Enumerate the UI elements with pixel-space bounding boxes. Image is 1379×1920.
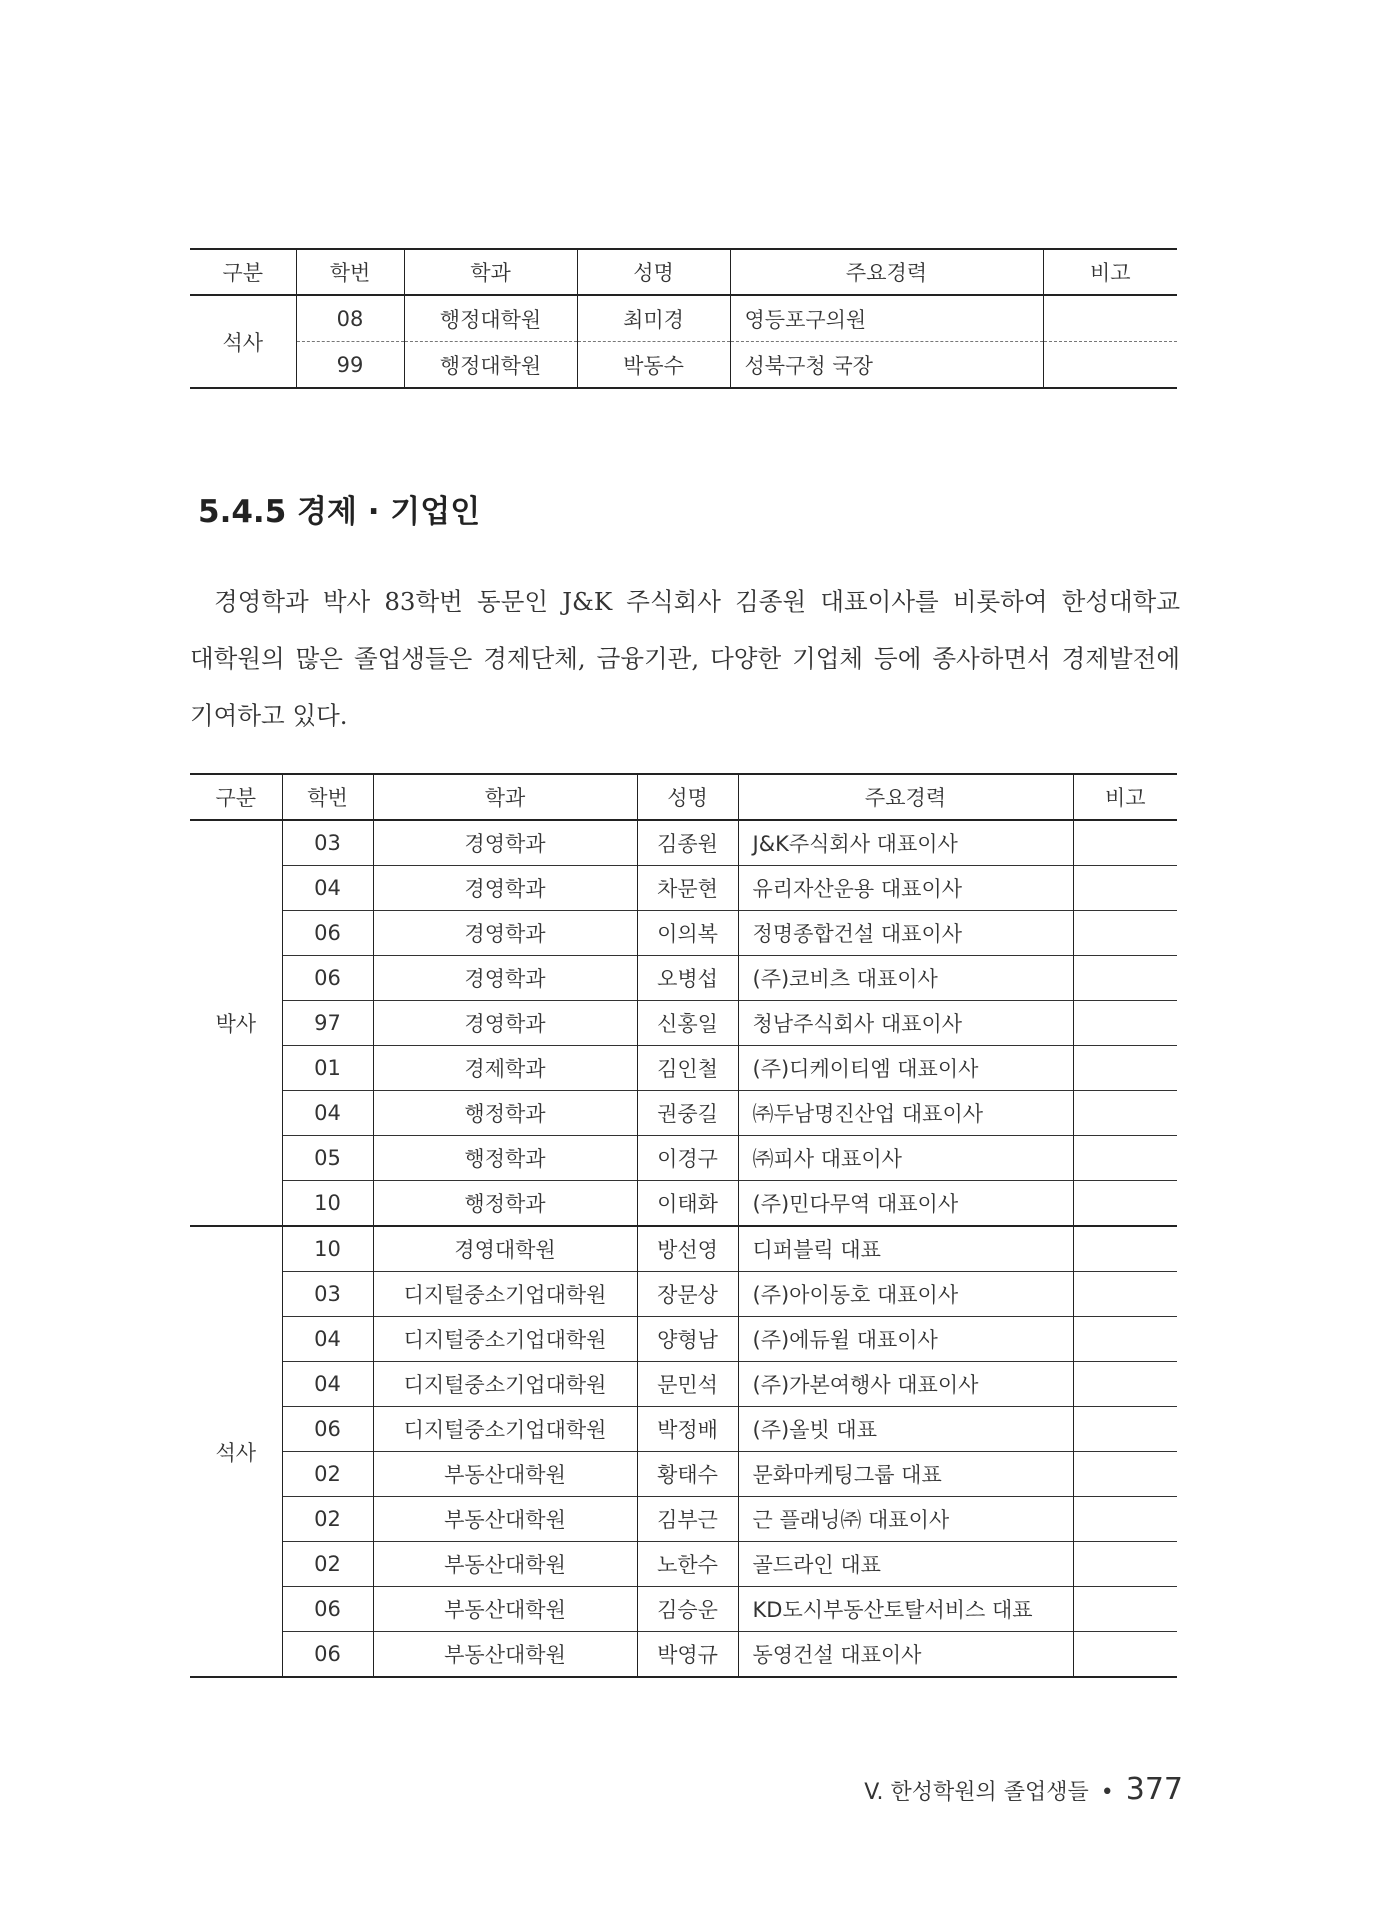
cell-year: 02 <box>282 1542 373 1587</box>
graduates-table-public-office <box>190 248 1177 389</box>
cell-note <box>1073 1001 1177 1046</box>
table-row <box>190 911 1177 956</box>
page-number: 377 <box>1125 1772 1183 1807</box>
footer-chapter-title: V. 한성학원의 졸업생들 <box>864 1780 1089 1805</box>
cell-note <box>1073 1362 1177 1407</box>
cell-career: (주)디케이티엠 대표이사 <box>738 1046 1073 1091</box>
header-department: 학과 <box>404 249 577 295</box>
cell-department: 행정대학원 <box>404 342 577 389</box>
header-note: 비고 <box>1043 249 1177 295</box>
cell-note <box>1073 911 1177 956</box>
cell-career: J&K주식회사 대표이사 <box>738 820 1073 866</box>
header-note: 비고 <box>1073 774 1177 820</box>
cell-department: 디지털중소기업대학원 <box>373 1317 637 1362</box>
cell-department: 디지털중소기업대학원 <box>373 1407 637 1452</box>
cell-note <box>1073 820 1177 866</box>
cell-career: (주)민다무역 대표이사 <box>738 1181 1073 1227</box>
table-row <box>190 1587 1177 1632</box>
cell-year: 99 <box>296 342 404 389</box>
cell-note <box>1073 1497 1177 1542</box>
cell-department: 경영학과 <box>373 866 637 911</box>
cell-year: 03 <box>282 820 373 866</box>
cell-name: 권중길 <box>637 1091 738 1136</box>
table-row <box>190 866 1177 911</box>
table-row <box>190 956 1177 1001</box>
cell-name: 오병섭 <box>637 956 738 1001</box>
cell-note <box>1073 866 1177 911</box>
cell-career: 동영건설 대표이사 <box>738 1632 1073 1678</box>
table-row <box>190 1497 1177 1542</box>
cell-department: 부동산대학원 <box>373 1497 637 1542</box>
cell-note <box>1073 1091 1177 1136</box>
table-row <box>190 1001 1177 1046</box>
cell-name: 이태화 <box>637 1181 738 1227</box>
header-career: 주요경력 <box>730 249 1043 295</box>
cell-note <box>1073 1046 1177 1091</box>
cell-year: 06 <box>282 1632 373 1678</box>
table-row <box>190 1362 1177 1407</box>
cell-year: 06 <box>282 1587 373 1632</box>
header-name: 성명 <box>637 774 738 820</box>
cell-career: 문화마케팅그룹 대표 <box>738 1452 1073 1497</box>
cell-department: 경영대학원 <box>373 1226 637 1272</box>
cell-year: 02 <box>282 1452 373 1497</box>
cell-name: 박동수 <box>577 342 730 389</box>
cell-name: 김승운 <box>637 1587 738 1632</box>
cell-career: 정명종합건설 대표이사 <box>738 911 1073 956</box>
cell-note <box>1073 1317 1177 1362</box>
cell-note <box>1073 1587 1177 1632</box>
cell-name: 김종원 <box>637 820 738 866</box>
cell-career: ㈜두남명진산업 대표이사 <box>738 1091 1073 1136</box>
cell-name: 장문상 <box>637 1272 738 1317</box>
table-row <box>190 1542 1177 1587</box>
cell-year: 97 <box>282 1001 373 1046</box>
cell-year: 06 <box>282 911 373 956</box>
intro-paragraph: 경영학과 박사 83학번 동문인 J&K 주식회사 김종원 대표이사를 비롯하여 한성대학교 대학원의 많은 졸업생들은 경제단체, 금융기관, 다양한 기업체 등에 종사하면서 경제발전에 기여하고 있다. <box>190 587 1180 730</box>
table-row <box>190 1181 1177 1227</box>
cell-name: 방선영 <box>637 1226 738 1272</box>
cell-department: 부동산대학원 <box>373 1632 637 1678</box>
table-header-row <box>190 249 1177 295</box>
table-row <box>190 1632 1177 1678</box>
footer-separator: • <box>1100 1780 1114 1805</box>
cell-note <box>1073 1181 1177 1227</box>
cell-department: 행정학과 <box>373 1136 637 1181</box>
header-category: 구분 <box>190 249 296 295</box>
cell-name: 문민석 <box>637 1362 738 1407</box>
cell-note <box>1073 1226 1177 1272</box>
table-row <box>190 1407 1177 1452</box>
cell-career: ㈜피사 대표이사 <box>738 1136 1073 1181</box>
cell-career: 디퍼블릭 대표 <box>738 1226 1073 1272</box>
cell-name: 노한수 <box>637 1542 738 1587</box>
cell-department: 행정대학원 <box>404 295 577 342</box>
header-year: 학번 <box>282 774 373 820</box>
cell-note <box>1073 1272 1177 1317</box>
cell-department: 부동산대학원 <box>373 1542 637 1587</box>
cell-career: (주)코비츠 대표이사 <box>738 956 1073 1001</box>
cell-career: 성북구청 국장 <box>730 342 1043 389</box>
cell-career: (주)가본여행사 대표이사 <box>738 1362 1073 1407</box>
cell-year: 04 <box>282 1091 373 1136</box>
cell-year: 02 <box>282 1497 373 1542</box>
cell-career: KD도시부동산토탈서비스 대표 <box>738 1587 1073 1632</box>
cell-note <box>1073 1542 1177 1587</box>
header-department: 학과 <box>373 774 637 820</box>
cell-career: 청남주식회사 대표이사 <box>738 1001 1073 1046</box>
cell-note <box>1073 956 1177 1001</box>
group-label: 석사 <box>190 1226 282 1677</box>
table-row <box>190 295 1177 342</box>
cell-career: 근 플래닝㈜ 대표이사 <box>738 1497 1073 1542</box>
cell-department: 경제학과 <box>373 1046 637 1091</box>
cell-name: 이경구 <box>637 1136 738 1181</box>
cell-department: 부동산대학원 <box>373 1587 637 1632</box>
cell-career: 유리자산운용 대표이사 <box>738 866 1073 911</box>
cell-note <box>1043 295 1177 342</box>
cell-note <box>1073 1632 1177 1678</box>
page-footer <box>864 1772 1183 1807</box>
cell-year: 01 <box>282 1046 373 1091</box>
cell-department: 경영학과 <box>373 820 637 866</box>
cell-note <box>1073 1452 1177 1497</box>
cell-year: 10 <box>282 1181 373 1227</box>
table-row <box>190 1091 1177 1136</box>
table-row <box>190 1452 1177 1497</box>
header-career: 주요경력 <box>738 774 1073 820</box>
cell-year: 06 <box>282 956 373 1001</box>
cell-career: (주)아이동호 대표이사 <box>738 1272 1073 1317</box>
cell-career: 영등포구의원 <box>730 295 1043 342</box>
cell-name: 최미경 <box>577 295 730 342</box>
table-row <box>190 342 1177 389</box>
cell-name: 이의복 <box>637 911 738 956</box>
cell-department: 행정학과 <box>373 1091 637 1136</box>
cell-note <box>1073 1136 1177 1181</box>
cell-career: (주)올빗 대표 <box>738 1407 1073 1452</box>
cell-name: 박영규 <box>637 1632 738 1678</box>
header-name: 성명 <box>577 249 730 295</box>
table-row <box>190 1226 1177 1272</box>
cell-department: 경영학과 <box>373 956 637 1001</box>
cell-department: 경영학과 <box>373 911 637 956</box>
cell-department: 디지털중소기업대학원 <box>373 1272 637 1317</box>
cell-department: 경영학과 <box>373 1001 637 1046</box>
cell-year: 04 <box>282 866 373 911</box>
table-row <box>190 1046 1177 1091</box>
cell-name: 황태수 <box>637 1452 738 1497</box>
table-header-row <box>190 774 1177 820</box>
header-category: 구분 <box>190 774 282 820</box>
cell-year: 04 <box>282 1317 373 1362</box>
graduates-table-business <box>190 773 1177 1678</box>
table-row <box>190 820 1177 866</box>
cell-name: 김인철 <box>637 1046 738 1091</box>
cell-year: 10 <box>282 1226 373 1272</box>
cell-year: 06 <box>282 1407 373 1452</box>
cell-note <box>1073 1407 1177 1452</box>
cell-year: 05 <box>282 1136 373 1181</box>
cell-department: 부동산대학원 <box>373 1452 637 1497</box>
cell-department: 디지털중소기업대학원 <box>373 1362 637 1407</box>
cell-name: 김부근 <box>637 1497 738 1542</box>
cell-note <box>1043 342 1177 389</box>
table-body <box>190 820 1177 1677</box>
table-row <box>190 1136 1177 1181</box>
table-row <box>190 1317 1177 1362</box>
group-label: 박사 <box>215 1012 257 1036</box>
cell-career: (주)에듀윌 대표이사 <box>738 1317 1073 1362</box>
cell-year: 04 <box>282 1362 373 1407</box>
section-heading: 5.4.5 경제 · 기업인 <box>198 494 481 530</box>
cell-year: 03 <box>282 1272 373 1317</box>
cell-department: 행정학과 <box>373 1181 637 1227</box>
table-row <box>190 1272 1177 1317</box>
cell-career: 골드라인 대표 <box>738 1542 1073 1587</box>
group-label-masters: 석사 <box>222 330 264 355</box>
cell-name: 박정배 <box>637 1407 738 1452</box>
cell-name: 양형남 <box>637 1317 738 1362</box>
cell-name: 신홍일 <box>637 1001 738 1046</box>
cell-year: 08 <box>296 295 404 342</box>
cell-name: 차문현 <box>637 866 738 911</box>
header-year: 학번 <box>296 249 404 295</box>
